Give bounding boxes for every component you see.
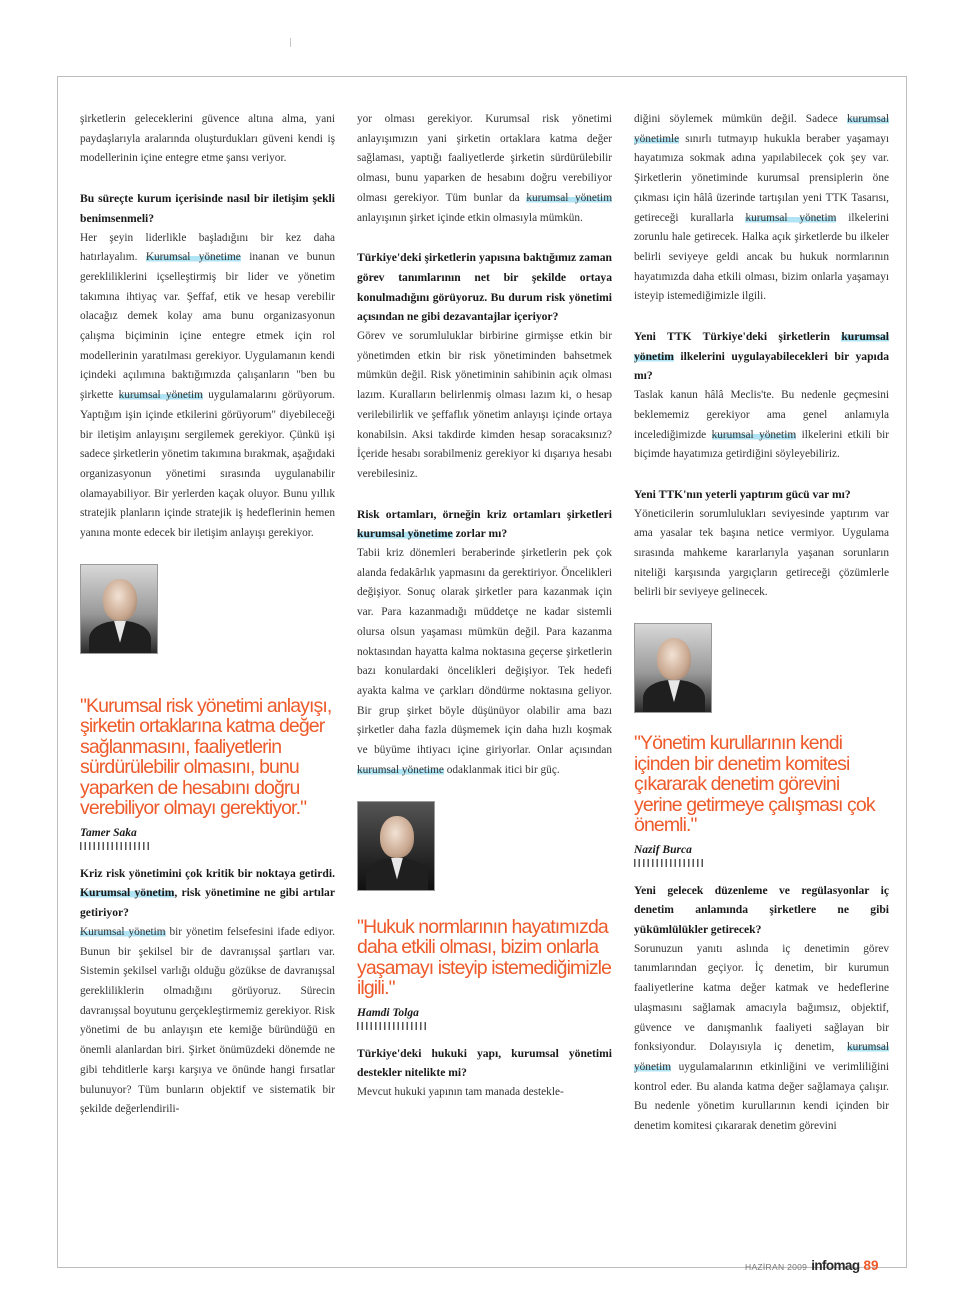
paragraph: Mevcut hukuki yapının tam manada destekle- [357,1085,564,1098]
scan-mark [290,38,291,47]
paragraph: Her şeyin liderlikle başladığını bir kez daha hatırlayalım. Kurumsal yönetime inanan ve bunun gerekliliklerini içselleştirmiş bir lider ve yönetim takımına ihtiyaç var. Şeffaf, etik ve hesap verebilir olacağız demek kolay ama bunu organizasyonun çalışma biçiminin içine entegre etmek için rol modellerinin yaratılması gerekiyor. Uygulamanın kendi içindeki açılımına baktığımızda çalışanların "ben bu şirkette kurumsal yönetim uygulamalarını görüyorum. Yaptığım işin içinde etkilerini görüyorum" diyebileceği bir iletişim anlayışını sergilemek gerekiyor. Çünkü işi sadece şirketlerin yönetim takımına bırakmak, aşağıdaki organizasyonun yönetimi sırasında uygulanabilir olamayabiliyor. Bir yerlerden kaçak oluyor. Bunu yıllık stratejik planların içinde stratejik iş hedeflerinin hemen yanına monte edecek bir iletişim anlayışı gerekiyor. [80,231,336,540]
interview-question: Yeni TTK'nın yeterli yaptırım gücü var mı? [634,487,851,501]
portrait-photo-hamdi-tolga [357,801,435,891]
highlighted-term: kurumsal yönetim [118,389,203,402]
paragraph: Görev ve sorumluluklar birbirine girmişse etkin bir yönetimden etkin bir risk yönetiminden bahsetmek mümkün değil. Risk yönetiminin sahibinin açık olması lazım. Kuralların belirlenmiş olması lazım ki, o hesap verilebilirlik ve şeffaflık yönetim anlayışı içinde ortaya konabilsin. Aksi takdirde kimden hesap soracaksınız? İçeride hesabı sorabilmeniz gerekiyor ki dışarıya hesabı verebilesiniz. [357,330,612,480]
interview-question: Risk ortamları, örneğin kriz ortamları şirketleri kurumsal yönetime zorlar mı? [357,507,612,541]
pull-quote: "Yönetim kurullarının kendi içinden bir denetim komitesi çıkararak denetim görevini yerine getirmeye çalışması çok önemli." [634,732,875,837]
column-2 [357,110,612,1103]
issue-date: HAZİRAN 2009 [745,1262,808,1272]
interview-question: Bu süreçte kurum içerisinde nasıl bir iletişim şekli benimsenmeli? [80,192,335,225]
paragraph: Tabii kriz dönemleri beraberinde şirketlerin pek çok alanda fedakârlık yapmasını da gerektiriyor. Öncelikleri değişiyor. Sonuç olarak şirketler para kazanmak için var. Para kazanmadığı müddetçe ne kadar sistemli olursa olsun yaşaması mümkün değil. Para kazanma noktasından hayatta kalma noktasına geçerse şirketlerin bazı konulardaki öncelikleri değişiyor. Tek hedefi ayakta kalma ve çarkları döndürme noktasına geliyor. Bir grup şirket böyle düşünüyor olabilir ama bazı şirketler daha fazla düşmemek için daha hızlı koşmak ve büyüme ihtiyacı içine giriyorlar. Onlar açısından kurumsal yönetime odaklanmak itici bir güç. [357,547,612,776]
pull-quote: "Kurumsal risk yönetimi anlayışı, şirketin ortaklarına katma değer sağlanmasını, faaliyetlerin sürdürülebilir olmasını, bunu yaparken de hesabını doğru verebiliyor olmayı gerektiyor." [80,694,332,820]
portrait-photo-nazif-burca [634,623,712,713]
highlighted-term: kurumsal yönetim [634,1041,889,1073]
paragraph: Yöneticilerin sorumlulukları seviyesinde yaptırım var ama yasalar tek başına netice vermiyor. Uygulama sırasında mahkeme kararlarıyla yaşanan sorunların niteliği karşısında yargıçların getireceği çözümlerle belirli bir seviyeye gelinecek. [634,507,889,599]
interview-question: Türkiye'deki şirketlerin yapısına baktığımız zaman görev tanımlarının net bir şekilde ortaya konulmadığını görüyoruz. Bu durum risk yönetimi açısından ne gibi dezavantajlar içeriyor? [357,251,612,324]
decorative-bars [634,859,706,867]
interview-question: Yeni gelecek düzenleme ve regülasyonlar iç denetim anlamında şirketlere ne gibi yükümlülükler getirecek? [634,883,889,937]
decorative-bars [80,842,152,850]
magazine-logo: infomag [811,1258,860,1273]
highlighted-term: kurumsal yönetim [634,330,889,363]
highlighted-term: kurumsal yönetim [711,428,797,441]
interview-question: Kriz risk yönetimini çok kritik bir noktaya getirdi. Kurumsal yönetim, risk yönetimine ne gibi artılar getiriyor? [80,866,335,920]
paragraph: yor olması gerekiyor. Kurumsal risk yönetimi anlayışımızın yani şirketin ortaklara katma değer sağlaması, yaptığı faaliyetlerde şirketin sürdürülebilir olması, bunu yaparken de hesabını doğru verebiliyor olması gerekiyor. Tüm bunlar da kurumsal yönetim anlayışının şirket içinde etkin olmasıyla mümkün. [357,113,612,224]
highlighted-term: kurumsal yönetimle [634,113,889,145]
highlighted-term: kurumsal yönetime [357,527,453,541]
interview-question: Türkiye'deki hukuki yapı, kurumsal yönetimi destekler nitelikte mi? [357,1046,612,1080]
column-3 [634,110,889,1137]
quote-author: Nazif Burca [634,843,692,856]
quote-author: Tamer Saka [80,826,137,839]
highlighted-term: kurumsal yönetim [745,211,837,224]
paragraph: Taslak kanun hâlâ Meclis'te. Bu nedenle geçmesini beklememiz gerekiyor ama genel anlamıyla incelediğimizde kurumsal yönetim ilkelerini etkili bir biçimde hayatımıza getirdiğini söyleyebiliriz. [634,389,890,461]
highlighted-term: Kurumsal yönetim [80,886,175,900]
page-number: 89 [863,1258,879,1273]
interview-question: Yeni TTK Türkiye'deki şirketlerin kurumsal yönetim ilkelerini uygulayabilecekleri bir yapıda mı? [634,330,890,383]
paragraph: Sorunuzun yanıtı aslında iç denetimin görev tanımlarından geçiyor. İç denetim, bir kurumun faaliyetlerine katma değer katmak ve hedeflerine ulaşmasını sağlamak amacıyla bağımsız, objektif, güvence ve danışmanlık faaliyeti sağlayan bir fonksiyondur. Dolayısıyla iç denetim, kurumsal yönetim uygulamalarının etkinliğini ve verimliliğini kontrol eder. Bu alanda katma değer sağlamaya çalışır. Bu nedenle yönetim kurullarının kendi içinden bir denetim komitesi çıkararak denetim görevini [634,942,890,1133]
decorative-bars [357,1022,429,1030]
column-1 [80,110,335,1120]
highlighted-term: kurumsal yönetime [357,763,444,776]
portrait-photo-tamer-saka [80,564,158,654]
highlighted-term: Kurumsal yönetim [80,925,166,938]
highlighted-term: kurumsal yönetim [526,191,612,204]
highlighted-term: Kurumsal yönetime [145,251,241,264]
page-footer [745,1258,879,1274]
quote-author: Hamdi Tolga [357,1006,419,1019]
paragraph: şirketlerin geleceklerini güvence altına alma, yani paydaşlarıyla aralarında oluşturdukları güveni kendi iş modellerinin içine entegre etme şansı veriyor. [80,113,335,165]
paragraph: diğini söylemek mümkün değil. Sadece kurumsal yönetimle sınırlı tutmayıp hukukla beraber yaşamayı hayatımıza sokmak adına yapılabilecek çok şey var. Şirketlerin yönetiminde kurumsal prensiplerin öne çıkması için hâlâ üzerinde tartışılan yeni TTK Tasarısı, getireceği kurallarla kurumsal yönetim ilkelerini zorunlu hale getirecek. Halka açık şirketlerde bu ilkeler belirli seviyeye geldi ancak bu hukuk normlarının hayatımızda daha etkili olması, bizim onlarla yaşamayı isteyip istemediğimizle ilgili. [634,113,889,303]
pull-quote: "Hukuk normlarının hayatımızda daha etkili olması, bizim onlarla yaşamayı isteyip istemediğimizle ilgili." [357,915,612,999]
paragraph: Kurumsal yönetim bir yönetim felsefesini ifade ediyor. Bunun bir şekilsel bir de davranışsal şartları var. Sistemin şekilsel varlığı olduğu gözükse de davranışsal gerekliliklerin olmadığını görüyoruz. Sürecin davranışsal boyutunu gerçekleştirmemiz gerekiyor. Risk yönetimi de bu anlayışın ete kemiğe büründüğü en önemli alanlardan biri. Şirket önümüzdeki dönemde ne gibi tehditlerle karşı karşıya ve önünde hangi fırsatlar bulunuyor? Tüm bunların objektif ve sistematik bir şekilde değerlendirili- [80,925,335,1116]
